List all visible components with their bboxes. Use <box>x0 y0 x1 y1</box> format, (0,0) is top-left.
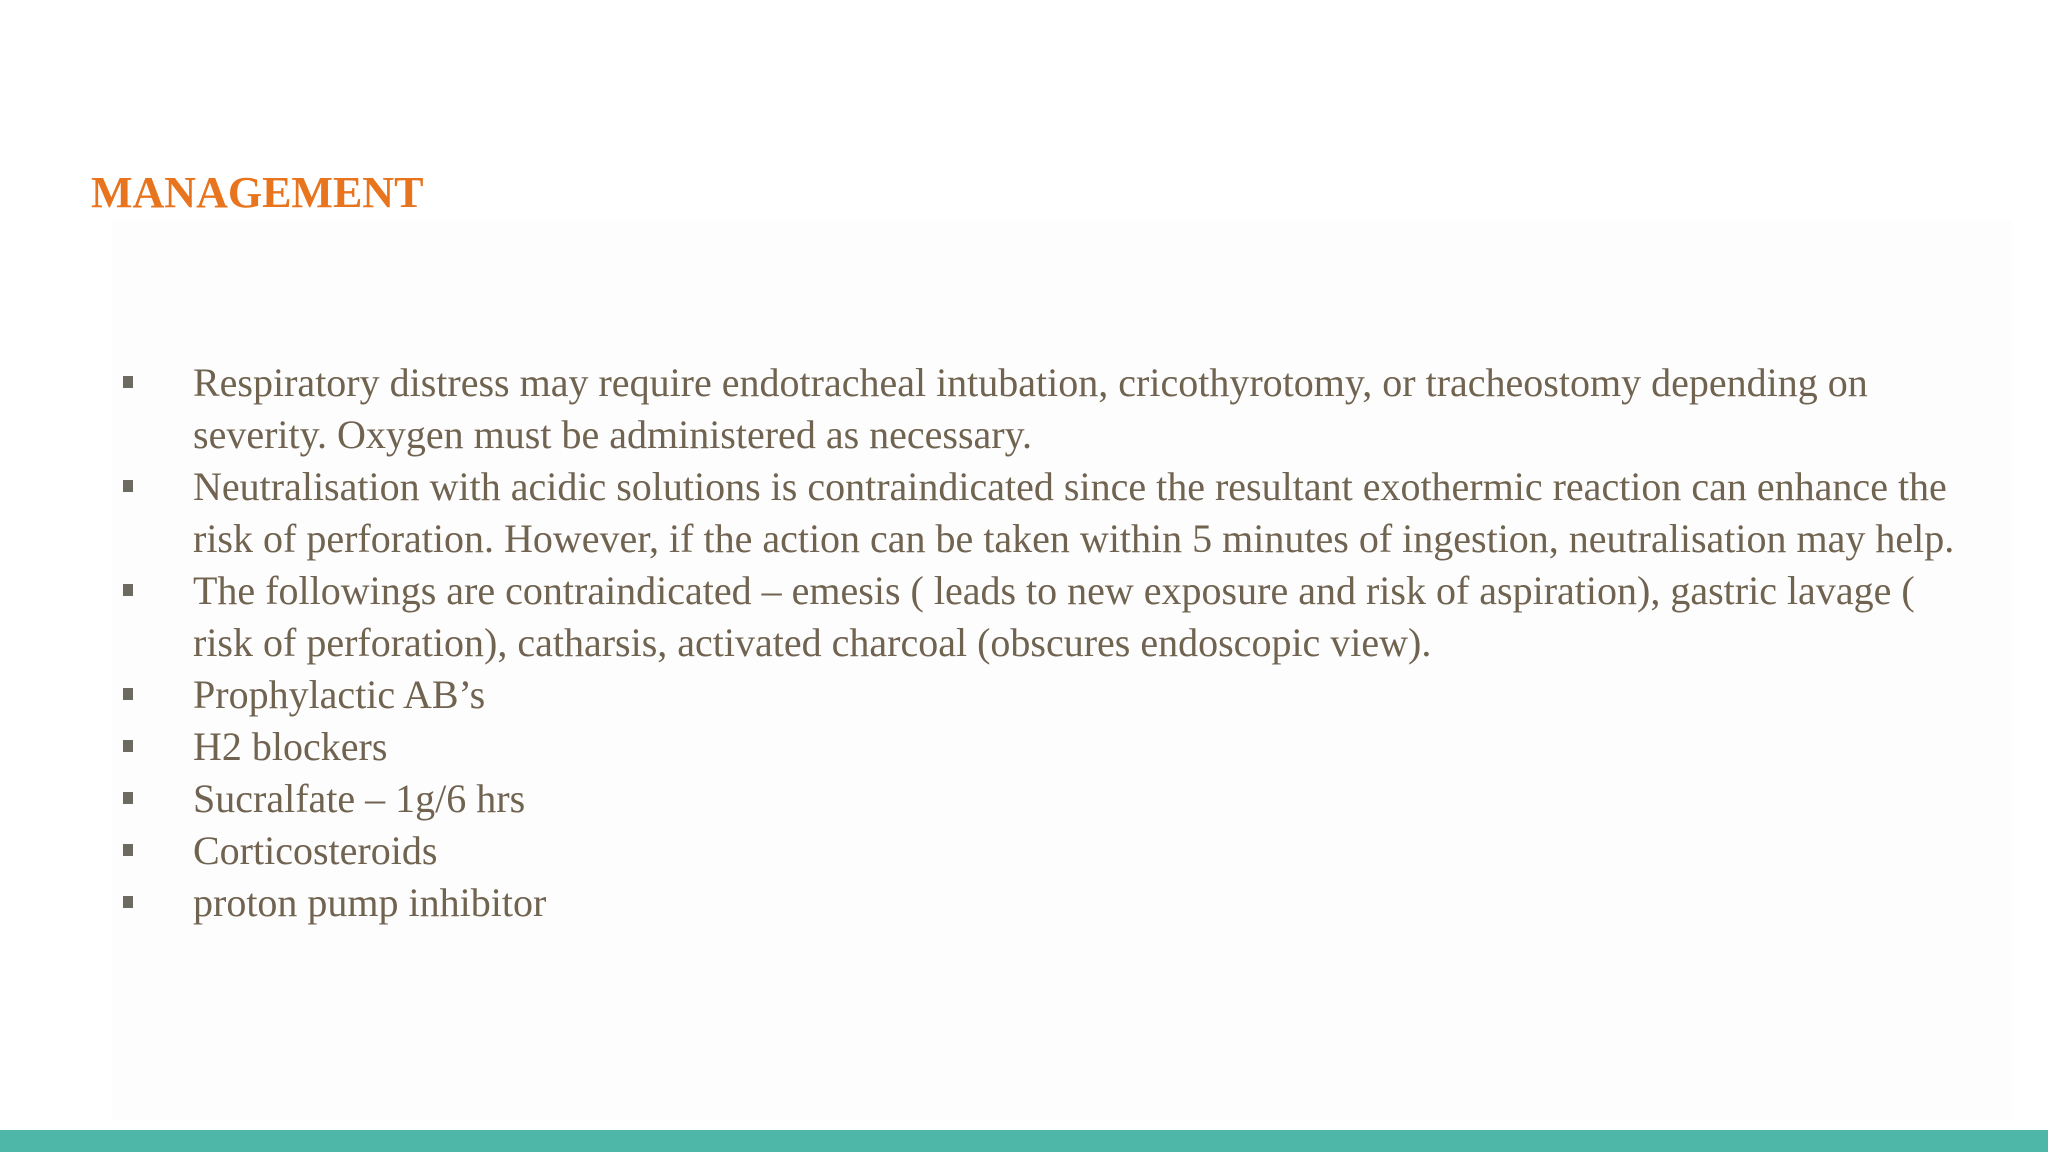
list-item <box>0 669 1960 721</box>
list-item <box>0 461 1960 565</box>
list-item <box>0 565 1960 669</box>
list-item-text: Neutralisation with acidic solutions is contraindicated since the resultant exothermic reaction can enhance the risk of perforation. However, if the action can be taken within 5 minutes of ingestion, neutralisation may help. <box>193 464 1955 561</box>
list-item-text: proton pump inhibitor <box>193 880 547 925</box>
list-item <box>0 721 1960 773</box>
square-bullet-icon <box>123 896 133 908</box>
list-item-text: Respiratory distress may require endotracheal intubation, cricothyrotomy, or tracheostomy depending on severity. Oxygen must be administered as necessary. <box>193 360 1868 457</box>
slide-title: MANAGEMENT <box>91 168 424 217</box>
list-item <box>0 877 1960 929</box>
square-bullet-icon <box>123 376 133 388</box>
bullet-list <box>0 357 1960 929</box>
list-item-text: Sucralfate – 1g/6 hrs <box>193 776 526 821</box>
footer-accent-bar <box>0 1130 2048 1152</box>
square-bullet-icon <box>123 688 133 700</box>
square-bullet-icon <box>123 480 133 492</box>
square-bullet-icon <box>123 792 133 804</box>
square-bullet-icon <box>123 584 133 596</box>
list-item <box>0 825 1960 877</box>
list-item-text: Prophylactic AB’s <box>193 672 486 717</box>
square-bullet-icon <box>123 740 133 752</box>
list-item-text: Corticosteroids <box>193 828 438 873</box>
list-item-text: The followings are contraindicated – emesis ( leads to new exposure and risk of aspiration), gastric lavage ( risk of perforation), catharsis, activated charcoal (obscures endoscopic view). <box>193 568 1915 665</box>
list-item <box>0 773 1960 825</box>
square-bullet-icon <box>123 844 133 856</box>
list-item-text: H2 blockers <box>193 724 388 769</box>
list-item <box>0 357 1960 461</box>
